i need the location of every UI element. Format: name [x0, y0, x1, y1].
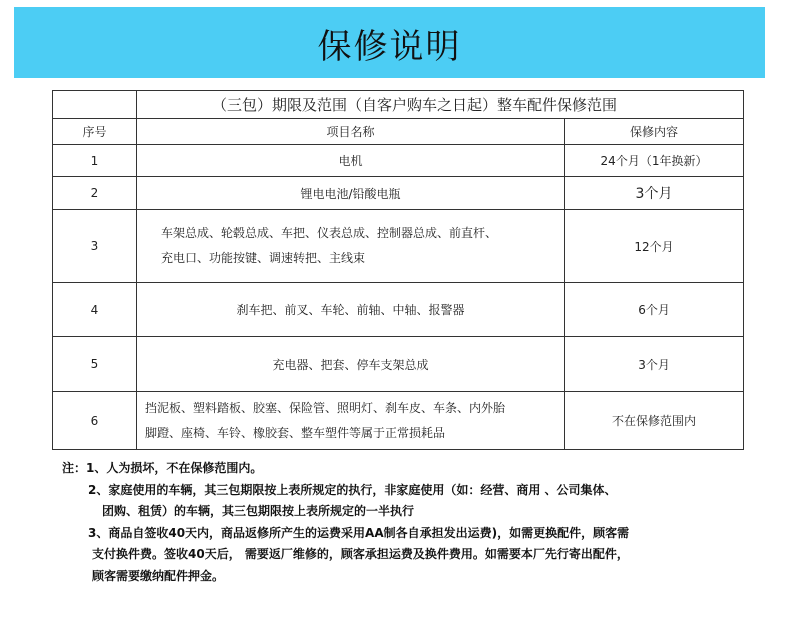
row-seq: 4: [53, 283, 137, 337]
row-name-line: 充电器、把套、停车支架总成: [272, 357, 429, 372]
title-banner: [14, 7, 765, 78]
row-name: [137, 283, 565, 337]
row-name-line: 车架总成、轮毂总成、车把、仪表总成、控制器总成、前直杆、: [161, 226, 498, 240]
note-line: 2、家庭使用的车辆，其三包期限按上表所规定的执行，非家庭使用（如：经营、商用 、公司集体、: [88, 482, 617, 497]
note-line: 3、商品自签收40天内，商品返修所产生的运费采用AA制各自承担发出运费)，如需更换配件，顾客需: [88, 525, 630, 540]
row-period: 6个月: [565, 283, 744, 337]
row-period: 3个月: [565, 177, 744, 210]
table-caption-spacer: [53, 91, 137, 119]
note-line: 支付换件费。签收40天后， 需要返厂维修的，顾客承担运费及换件费用。如需要本厂先行寄出配件，: [92, 547, 629, 561]
row-name-line: 挡泥板、塑料踏板、胶塞、保险管、照明灯、刹车皮、车条、内外胎: [145, 400, 506, 415]
note-line: 团购、租赁）的车辆，其三包期限按上表所规定的一半执行: [102, 504, 415, 518]
page-title: 保修说明: [317, 27, 462, 67]
row-name: [137, 337, 565, 392]
table-row: [53, 392, 744, 450]
row-name: [137, 145, 565, 177]
row-period: 不在保修范围内: [565, 392, 744, 450]
note-line: 注：1、人为损坏，不在保修范围内。: [62, 461, 263, 475]
row-seq: 2: [53, 177, 137, 210]
row-seq: 1: [53, 145, 137, 177]
row-seq: 6: [53, 392, 137, 450]
row-name-line: 充电口、功能按键、调速转把、主线束: [161, 251, 366, 265]
table-header-row: [53, 119, 744, 145]
table-row: [53, 337, 744, 392]
table-caption: （三包）期限及范围（自客户购车之日起）整车配件保修范围: [137, 91, 744, 119]
row-seq: 5: [53, 337, 137, 392]
row-name-line: 电机: [338, 154, 363, 168]
row-seq: 3: [53, 210, 137, 283]
row-period: 24个月（1年换新）: [565, 145, 744, 177]
row-name: [137, 210, 565, 283]
row-name-line: 刹车把、前叉、车轮、前轴、中轴、报警器: [236, 303, 465, 317]
note-line: 顾客需要缴纳配件押金。: [92, 568, 225, 583]
row-period: 12个月: [565, 210, 744, 283]
row-name: [137, 392, 565, 450]
table-caption-row: [53, 91, 744, 119]
notes-section: [62, 458, 772, 587]
table-row: [53, 177, 744, 210]
table-row: [53, 283, 744, 337]
header-name: 项目名称: [137, 119, 565, 145]
warranty-table: [52, 90, 744, 450]
row-name: [137, 177, 565, 210]
header-seq: 序号: [53, 119, 137, 145]
table-row: [53, 145, 744, 177]
row-name-line: 锂电电池/铅酸电瓶: [300, 186, 401, 201]
row-period: 3个月: [565, 337, 744, 392]
row-name-line: 脚蹬、座椅、车铃、橡胶套、整车塑件等属于正常损耗品: [145, 425, 446, 440]
header-period: 保修内容: [565, 119, 744, 145]
table-row: [53, 210, 744, 283]
